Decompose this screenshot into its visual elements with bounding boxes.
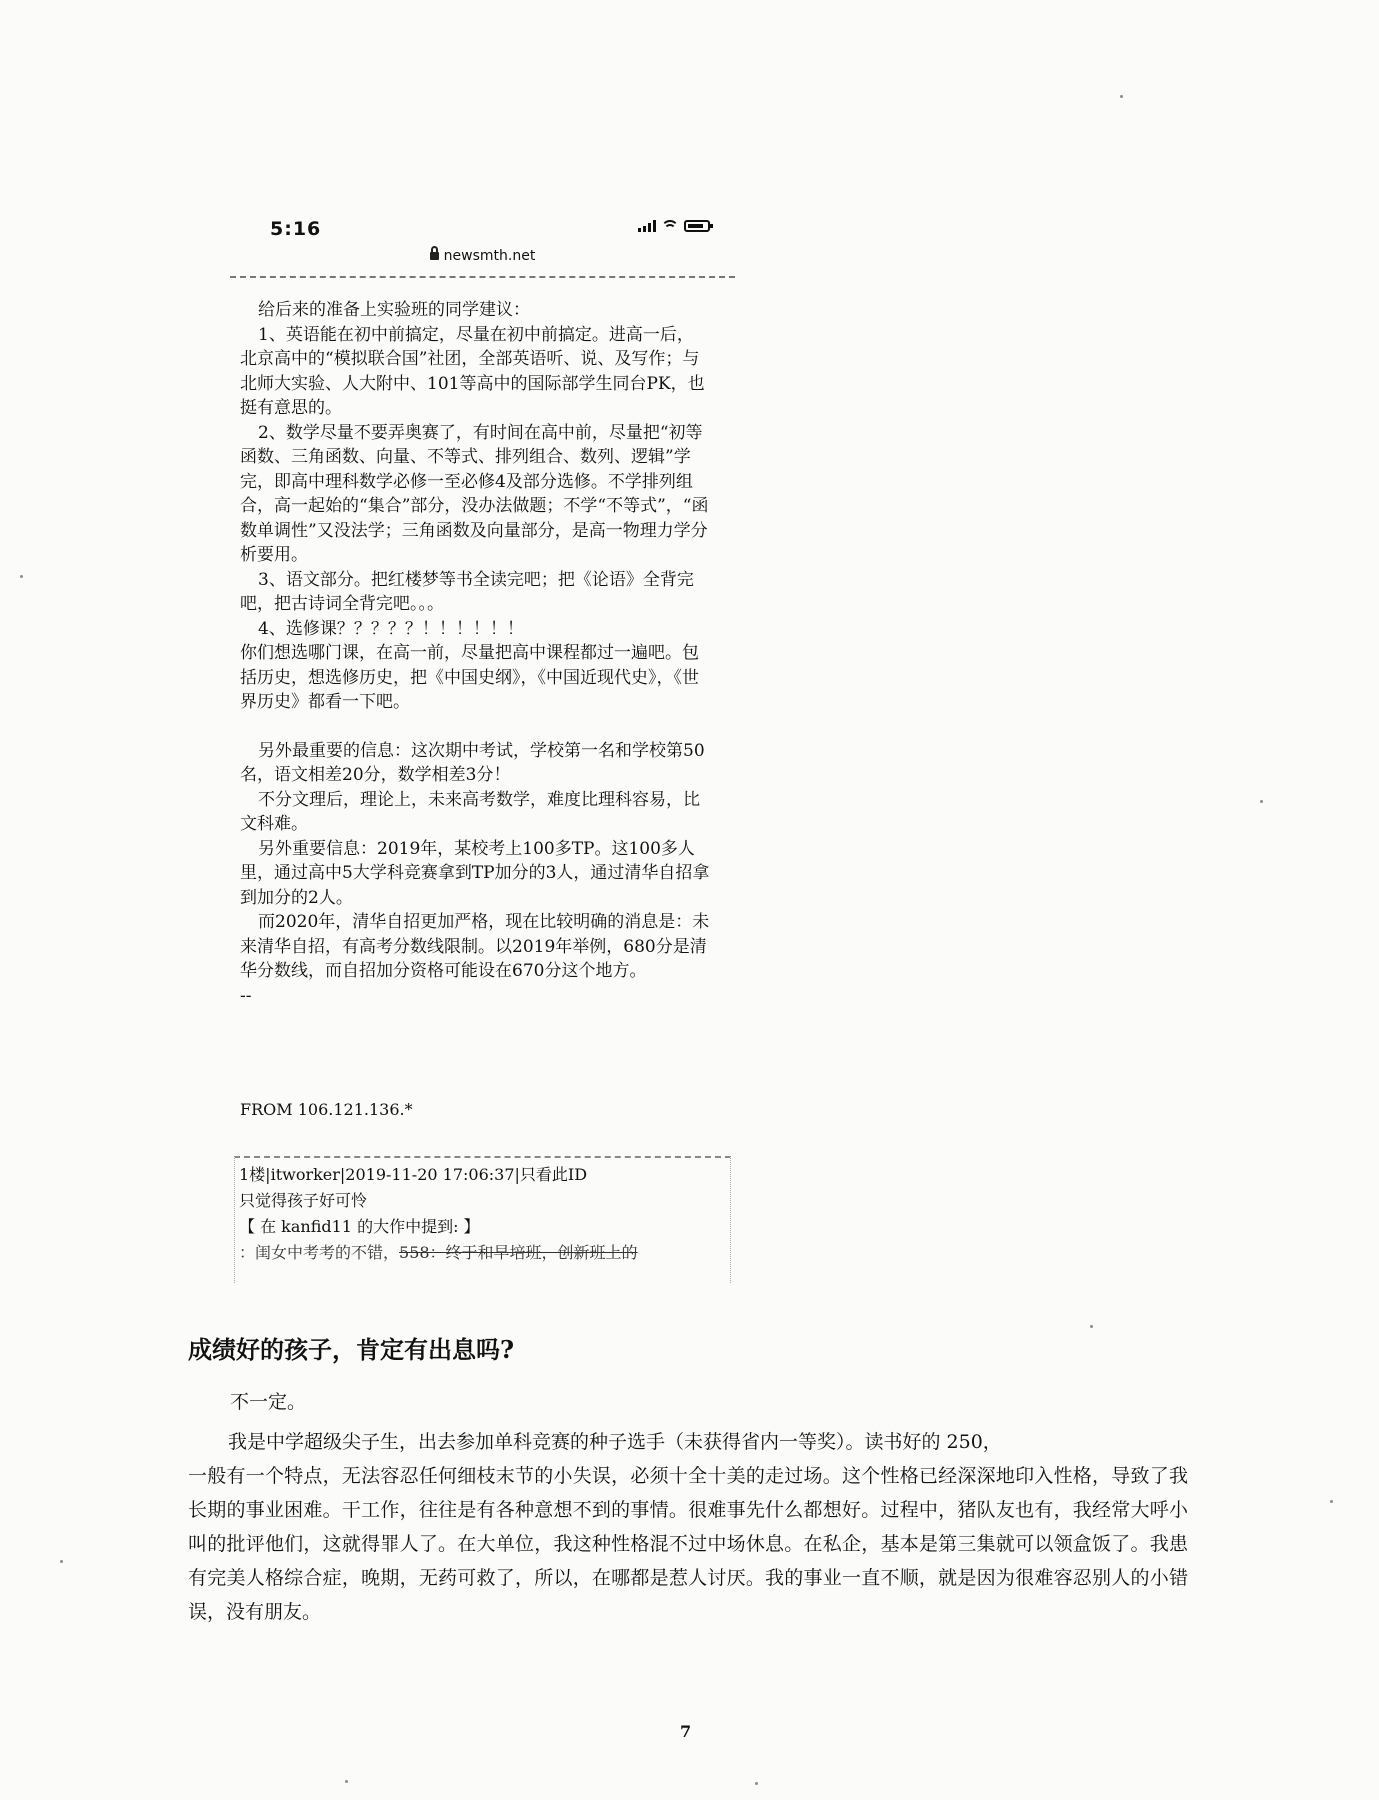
reply-block [234, 1156, 731, 1283]
status-bar [270, 218, 710, 244]
article-body [188, 1385, 1188, 1629]
divider [230, 276, 735, 278]
post-paragraph: 不分文理后，理论上，未来高考数学，难度比理科容易，比文科难。 [240, 789, 700, 834]
reply-quote-line: ：闺女中考考的不错，558：终于和早培班，创新班上的 [239, 1243, 638, 1262]
post-paragraph: 另外重要信息：2019年，某校考上100多TP。这100多人里，通过高中5大学科竞赛拿到TP加分的3人，通过清华自招拿到加分的2人。 [240, 838, 710, 908]
article-paragraph: 我是中学超级尖子生，出去参加单科竞赛的种子选手（未获得省内一等奖）。读书好的 250， [228, 1431, 1002, 1453]
scan-speck [1260, 800, 1263, 803]
post-body [240, 298, 710, 1008]
wifi-icon [662, 220, 678, 232]
signature-dash: -- [240, 985, 252, 1006]
url-bar[interactable] [230, 248, 735, 264]
scan-speck [1330, 1500, 1333, 1503]
article-paragraph: 一般有一个特点，无法容忍任何细枝末节的小失误，必须十全十美的走过场。这个性格已经深深地印入性格，导致了我长期的事业困难。干工作，往往是有各种意想不到的事情。很难事先什么都想好。过程中，猪队友也有，我经常大呼小叫的批评他们，这就得罪人了。在大单位，我这种性格混不过中场休息。在私企，基本是第三集就可以领盒饭了。我患有完美人格综合症，晚期，无药可救了，所以，在哪都是惹人讨厌。我的事业一直不顺，就是因为很难容忍别人的小错误，没有朋友。 [188, 1465, 1188, 1623]
status-icons [638, 220, 710, 232]
post-paragraph: 1、英语能在初中前搞定，尽量在初中前搞定。进高一后，北京高中的“模拟联合国”社团，全部英语听、说、及写作；与北师大实验、人大附中、101等高中的国际部学生同台PK，也挺有意思的。 [240, 324, 705, 418]
post-paragraph: 而2020年，清华自招更加严格，现在比较明确的消息是：未来清华自招，有高考分数线限制。以2019年举例，680分是清华分数线，而自招加分资格可能设在670分这个地方。 [240, 912, 710, 981]
article-heading: 成绩好的孩子，肯定有出息吗? [188, 1335, 515, 1364]
scan-speck [755, 1782, 758, 1785]
post-paragraph: 另外最重要的信息：这次期中考试，学校第一名和学校第50名，语文相差20分，数学相差3分！ [240, 740, 705, 785]
post-paragraph: 3、语文部分。把红楼梦等书全读完吧；把《论语》全背完吧，把古诗词全背完吧。。。 [240, 569, 694, 614]
phone-screenshot [230, 210, 735, 1290]
reply-meta[interactable]: 1楼|itworker|2019-11-20 17:06:37|只看此ID [239, 1165, 588, 1184]
post-paragraph: 你们想选哪门课，在高一前，尽量把高中课程都过一遍吧。包括历史，想选修历史，把《中国史纲》，《中国近现代史》，《世界历史》都看一下吧。 [240, 643, 699, 712]
post-source-ip: FROM 106.121.136.* [240, 1100, 413, 1119]
url-domain: newsmth.net [443, 248, 536, 264]
post-intro: 给后来的准备上实验班的同学建议： [258, 300, 530, 320]
page-number: 7 [680, 1722, 692, 1741]
status-time: 5:16 [270, 218, 322, 240]
scan-speck [1090, 1325, 1093, 1328]
scan-speck [60, 1560, 63, 1563]
post-paragraph: 4、选修课？？？？？！！！！！！ [258, 618, 524, 639]
lock-icon [430, 252, 439, 260]
battery-icon [684, 220, 710, 232]
article-answer: 不一定。 [230, 1391, 307, 1413]
signal-icon [638, 220, 656, 232]
reply-text: 只觉得孩子好可怜 [239, 1191, 368, 1210]
post-paragraph: 2、数学尽量不要弄奥赛了，有时间在高中前，尽量把“初等函数、三角函数、向量、不等式、排列组合、数列、逻辑”学完，即高中理科数学必修一至必修4及部分选修。不学排列组合，高一起始的“集合”部分，没办法做题；不学“不等式”，“函数单调性”又没法学；三角函数及向量部分，是高一物理力学分析要用。 [240, 422, 709, 565]
reply-quote-header: 【 在 kanfid11 的大作中提到: 】 [239, 1217, 480, 1236]
scan-speck [1120, 95, 1123, 98]
scan-speck [345, 1780, 348, 1783]
scan-speck [20, 575, 23, 578]
